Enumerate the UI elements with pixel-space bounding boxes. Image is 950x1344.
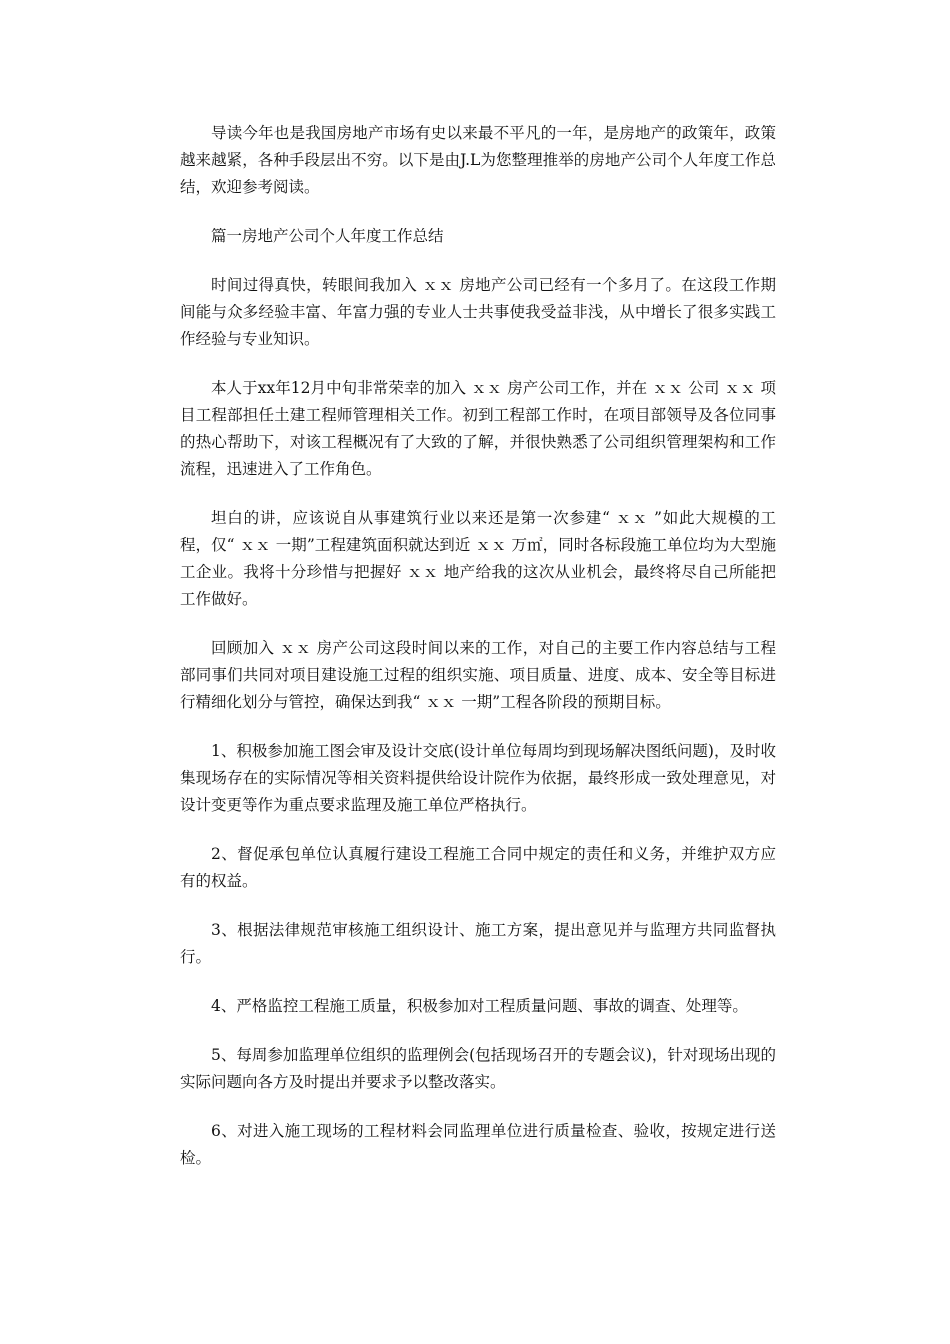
list-item-paragraph: 1、积极参加施工图会审及设计交底(设计单位每周均到现场解决图纸问题)，及时收集现场存在的实际情况等相关资料提供给设计院作为依据，最终形成一致处理意见，对设计变更等作为重点要求监理及施工单位严格执行。 bbox=[180, 742, 776, 814]
body-paragraph: 时间过得真快，转眼间我加入 ｘｘ 房地产公司已经有一个多月了。在这段工作期间能与众多经验丰富、年富力强的专业人士共事使我受益非浅，从中增长了很多实践工作经验与专业知识。 bbox=[180, 276, 776, 348]
section-title: 篇一房地产公司个人年度工作总结 bbox=[211, 227, 444, 245]
body-paragraph: 本人于xx年12月中旬非常荣幸的加入 ｘｘ 房产公司工作，并在 ｘｘ 公司 ｘｘ 项目工程部担任土建工程师管理相关工作。初到工程部工作时，在项目部领导及各位同事的热心帮助下，对该工程概况有了大致的了解，并很快熟悉了公司组织管理架构和工作流程，迅速进入了工作角色。 bbox=[180, 379, 776, 478]
list-item-paragraph: 5、每周参加监理单位组织的监理例会(包括现场召开的专题会议)，针对现场出现的实际问题向各方及时提出并要求予以整改落实。 bbox=[180, 1046, 776, 1091]
list-item-paragraph: 4、严格监控工程施工质量，积极参加对工程质量问题、事故的调查、处理等。 bbox=[211, 997, 748, 1015]
list-item-paragraph: 3、根据法律规范审核施工组织设计、施工方案，提出意见并与监理方共同监督执行。 bbox=[180, 921, 776, 966]
list-item-paragraph: 6、对进入施工现场的工程材料会同监理单位进行质量检查、验收，按规定进行送检。 bbox=[180, 1122, 776, 1167]
document-body bbox=[180, 120, 776, 1194]
intro-paragraph: 导读今年也是我国房地产市场有史以来最不平凡的一年，是房地产的政策年，政策越来越紧，各种手段层出不穷。以下是由J.L为您整理推举的房地产公司个人年度工作总结，欢迎参考阅读。 bbox=[180, 124, 776, 196]
list-item-paragraph: 2、督促承包单位认真履行建设工程施工合同中规定的责任和义务，并维护双方应有的权益。 bbox=[180, 845, 776, 890]
body-paragraph: 坦白的讲，应该说自从事建筑行业以来还是第一次参建“ ｘｘ ”如此大规模的工程，仅“ ｘｘ 一期”工程建筑面积就达到近 ｘｘ 万㎡，同时各标段施工单位均为大型施工企业。我将十分珍惜与把握好 ｘｘ 地产给我的这次从业机会，最终将尽自己所能把工作做好。 bbox=[180, 509, 776, 608]
body-paragraph: 回顾加入 ｘｘ 房产公司这段时间以来的工作，对自己的主要工作内容总结与工程部同事们共同对项目建设施工过程的组织实施、项目质量、进度、成本、安全等目标进行精细化划分与管控，确保达到我“ ｘｘ 一期”工程各阶段的预期目标。 bbox=[180, 639, 776, 711]
